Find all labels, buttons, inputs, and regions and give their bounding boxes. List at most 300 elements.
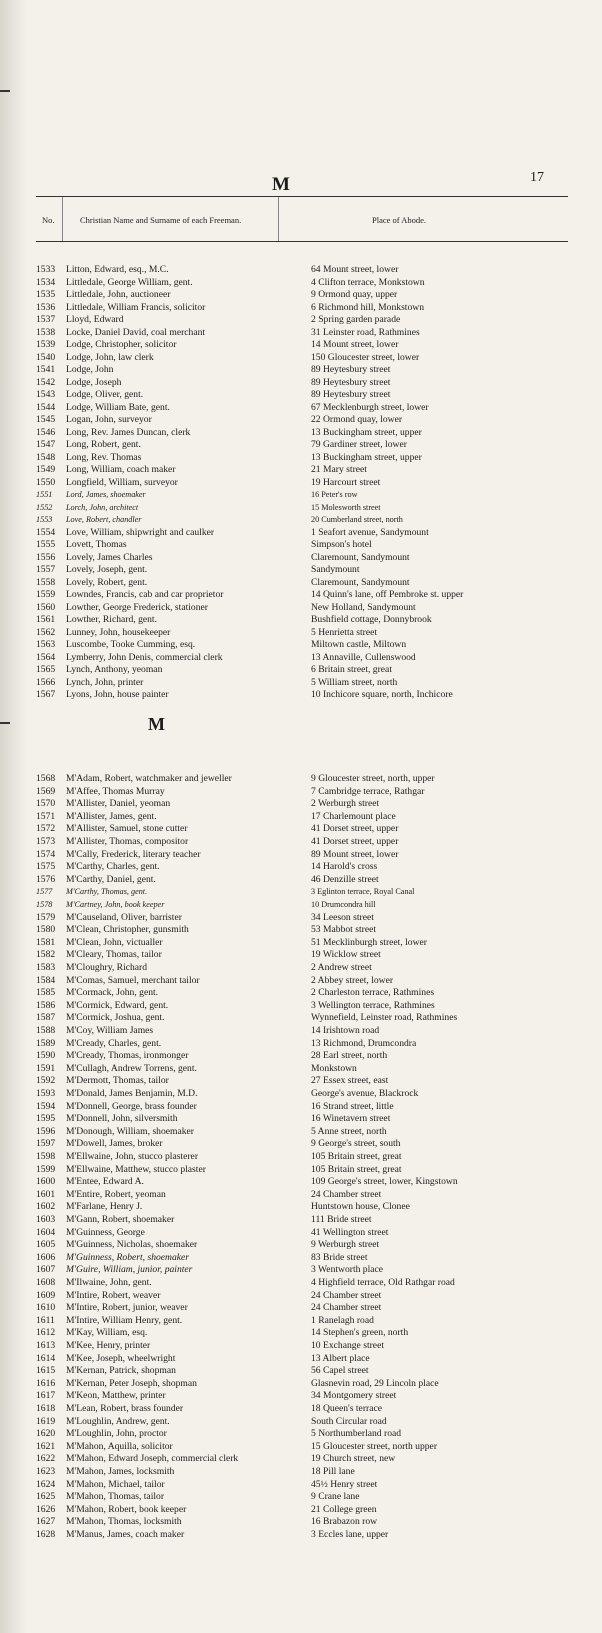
entry-abode: Simpson's hotel: [311, 539, 372, 550]
list-item: [36, 1491, 576, 1503]
entry-no: 1565: [36, 664, 56, 675]
list-item: [36, 364, 576, 376]
entry-no: 1612: [36, 1327, 56, 1339]
entry-no: 1628: [36, 1529, 56, 1540]
entry-no: 1561: [36, 614, 56, 625]
entry-abode: 2 Charleston terrace, Rathmines: [311, 987, 435, 999]
entry-abode: 150 Gloucester street, lower: [311, 351, 420, 363]
entry-name: Lowndes, Francis, cab and car proprietor: [66, 589, 224, 600]
entry-abode: 13 Buckingham street, upper: [311, 451, 422, 463]
entry-no: 1560: [36, 601, 56, 613]
entry-no: 1567: [36, 689, 56, 700]
entry-name: Love, William, shipwright and caulker: [66, 526, 215, 538]
list-item: [36, 1416, 576, 1428]
list-item: [36, 627, 576, 639]
entry-name: Lodge, William Bate, gent.: [66, 401, 170, 413]
entry-name: Lymberry, John Denis, commercial clerk: [66, 651, 223, 663]
entry-name: M'Kernan, Patrick, shopman: [66, 1365, 176, 1377]
list-item: [36, 1239, 576, 1251]
list-item: [36, 1302, 576, 1314]
list-item: [36, 527, 576, 539]
entry-name: Littledale, William Francis, solicitor: [66, 301, 206, 313]
entry-no: 1555: [36, 539, 56, 550]
entry-no: 1548: [36, 451, 56, 463]
list-item: [36, 1529, 576, 1541]
entry-no: 1617: [36, 1390, 56, 1402]
entry-no: 1625: [36, 1491, 56, 1503]
entry-name: M'Donnell, George, brass founder: [66, 1100, 197, 1112]
list-item: [36, 277, 576, 289]
entry-abode: 56 Capel street: [311, 1365, 369, 1377]
entry-no: 1619: [36, 1415, 56, 1427]
list-item: [36, 1327, 576, 1339]
list-item: [36, 414, 576, 426]
entry-abode: 16 Peter's row: [311, 490, 358, 499]
list-item: [36, 786, 576, 798]
entry-abode: 13 Annaville, Cullenswood: [311, 651, 416, 663]
entry-no: 1586: [36, 999, 56, 1011]
entry-abode: 89 Heytesbury street: [311, 376, 391, 388]
entry-no: 1607: [36, 1264, 56, 1276]
entry-abode: 19 Church street, new: [311, 1453, 396, 1465]
entry-abode: 41 Dorset street, upper: [311, 823, 399, 835]
entry-name: Lovely, Robert, gent.: [66, 576, 148, 588]
entry-abode: 21 Mary street: [311, 464, 367, 475]
entry-no: 1575: [36, 861, 56, 873]
list-item: [36, 602, 576, 614]
entry-name: Lodge, Joseph: [66, 376, 122, 388]
list-item: [36, 289, 576, 301]
entry-no: 1576: [36, 873, 56, 885]
entry-name: M'Cally, Frederick, literary teacher: [66, 848, 201, 860]
entry-no: 1618: [36, 1403, 56, 1414]
list-item: [36, 477, 576, 489]
entry-name: M'Entire, Robert, yeoman: [66, 1188, 166, 1200]
entry-abode: 5 William street, north: [311, 676, 398, 688]
entry-no: 1606: [36, 1251, 56, 1263]
entry-name: M'Cready, Charles, gent.: [66, 1037, 162, 1049]
list-item: [36, 1479, 576, 1491]
entry-abode: 34 Leeson street: [311, 911, 374, 923]
list-item: [36, 1277, 576, 1289]
entry-name: M'Ilwaine, John, gent.: [66, 1277, 152, 1288]
list-item: [36, 962, 576, 974]
list-item: [36, 614, 576, 626]
entry-abode: 16 Winetavern street: [311, 1113, 391, 1125]
entry-abode: 41 Dorset street, upper: [311, 836, 399, 847]
list-item: [36, 539, 576, 551]
entry-abode: 28 Earl street, north: [311, 1050, 388, 1062]
entry-abode: 14 Stephen's green, north: [311, 1327, 409, 1339]
entry-name: M'Carthy, Thomas, gent.: [66, 887, 148, 897]
list-item: [36, 1390, 576, 1402]
entry-abode: 15 Gloucester street, north upper: [311, 1440, 438, 1452]
entry-abode: 24 Chamber street: [311, 1188, 382, 1200]
entry-abode: 64 Mount street, lower: [311, 264, 399, 275]
entry-name: Lowther, George Frederick, stationer: [66, 601, 208, 613]
list-item: [36, 327, 576, 339]
list-item: [36, 1101, 576, 1113]
list-item: [36, 464, 576, 476]
list-item: [36, 798, 576, 810]
entry-abode: 34 Montgomery street: [311, 1390, 397, 1402]
entry-abode: 9 Ormond quay, upper: [311, 289, 398, 300]
list-item: [36, 1126, 576, 1138]
entry-no: 1594: [36, 1100, 56, 1112]
entry-abode: 5 Henrietta street: [311, 626, 378, 638]
entry-abode: 3 Wellington terrace, Rathmines: [311, 999, 435, 1011]
entry-no: 1578: [36, 900, 53, 909]
entry-name: M'Guinness, Nicholas, shoemaker: [66, 1239, 198, 1251]
entry-abode: 17 Charlemount place: [311, 810, 396, 822]
list-item: [36, 1441, 576, 1453]
entry-name: Luscombe, Tooke Cumming, esq.: [66, 639, 196, 650]
page-number: 17: [530, 170, 544, 185]
entry-name: Littledale, John, auctioneer: [66, 289, 171, 300]
entry-no: 1613: [36, 1340, 56, 1351]
list-item: [36, 314, 576, 326]
entry-no: 1598: [36, 1151, 56, 1162]
list-item: [36, 402, 576, 414]
list-item: [36, 874, 576, 886]
entry-name: Lodge, John: [66, 364, 114, 375]
entry-name: Locke, Daniel David, coal merchant: [66, 326, 206, 338]
entry-no: 1541: [36, 364, 56, 375]
list-item: [36, 1264, 576, 1276]
entry-abode: 46 Denzille street: [311, 873, 379, 885]
list-item: [36, 886, 576, 898]
section-letter: M: [148, 714, 165, 734]
entry-abode: Claremount, Sandymount: [311, 576, 410, 588]
entry-name: M'Clean, Christopher, gunsmith: [66, 924, 189, 936]
list-item: [36, 1038, 576, 1050]
entry-no: 1601: [36, 1188, 56, 1200]
entry-abode: 20 Cumberland street, north: [311, 515, 403, 524]
entry-no: 1546: [36, 426, 56, 438]
entry-name: M'Cleary, Thomas, tailor: [66, 949, 162, 961]
entry-abode: 19 Harcourt street: [311, 476, 381, 488]
entry-name: Lloyd, Edward: [66, 314, 124, 325]
entry-no: 1589: [36, 1037, 56, 1049]
entry-abode: 5 Northumberland road: [311, 1428, 402, 1440]
entry-abode: 83 Bride street: [311, 1251, 368, 1263]
entry-no: 1550: [36, 476, 56, 488]
entry-no: 1577: [36, 887, 53, 897]
entry-name: M'Manus, James, coach maker: [66, 1529, 185, 1540]
entry-name: Lyons, John, house painter: [66, 689, 169, 700]
entry-abode: 6 Britain street, great: [311, 664, 392, 675]
entry-no: 1557: [36, 564, 56, 575]
list-item: [36, 924, 576, 936]
list-item: [36, 589, 576, 601]
entry-name: M'Intire, Robert, junior, weaver: [66, 1302, 188, 1314]
list-item: [36, 489, 576, 501]
entry-abode: 89 Heytesbury street: [311, 364, 391, 375]
entry-name: Lynch, Anthony, yeoman: [66, 664, 163, 675]
entry-no: 1572: [36, 823, 56, 835]
list-item: [36, 836, 576, 848]
entry-abode: 16 Brabazon row: [311, 1516, 378, 1528]
entry-abode: 6 Richmond hill, Monkstown: [311, 301, 424, 313]
entry-no: 1579: [36, 911, 56, 923]
entry-name: M'Intire, Robert, weaver: [66, 1289, 161, 1301]
entry-no: 1615: [36, 1365, 56, 1377]
list-item: [36, 1516, 576, 1528]
entry-no: 1588: [36, 1025, 56, 1036]
entry-name: Lovely, Joseph, gent.: [66, 564, 148, 575]
entry-name: Long, Rev. Thomas: [66, 451, 142, 463]
list-item: [36, 1164, 576, 1176]
entry-no: 1602: [36, 1201, 56, 1213]
entry-name: M'Allister, Daniel, yeoman: [66, 798, 171, 810]
list-item: [36, 452, 576, 464]
entry-name: Littledale, George William, gent.: [66, 276, 193, 288]
list-item: [36, 899, 576, 911]
entry-abode: 21 College green: [311, 1503, 377, 1515]
list-item: [36, 1315, 576, 1327]
entry-abode: 109 George's street, lower, Kingstown: [311, 1176, 458, 1188]
entry-abode: 1 Seafort avenue, Sandymount: [311, 526, 429, 538]
entry-name: M'Cloughry, Richard: [66, 962, 148, 973]
list-item: [36, 823, 576, 835]
list-item: [36, 1025, 576, 1037]
entry-abode: 51 Mecklinburgh street, lower: [311, 936, 427, 948]
list-item: [36, 1176, 576, 1188]
entry-name: M'Allister, Thomas, compositor: [66, 836, 189, 847]
list-item: [36, 1428, 576, 1440]
page-edge-shadow: [0, 0, 28, 1633]
list-item: [36, 352, 576, 364]
entry-name: M'Dowell, James, broker: [66, 1138, 163, 1150]
entry-no: 1609: [36, 1289, 56, 1301]
entry-name: Lynch, John, printer: [66, 676, 144, 688]
list-item: [36, 1075, 576, 1087]
entry-abode: 5 Anne street, north: [311, 1125, 387, 1137]
entry-name: M'Mahon, Michael, tailor: [66, 1478, 165, 1490]
entry-name: Lodge, Christopher, solicitor: [66, 339, 177, 350]
entry-abode: Sandymount: [311, 564, 360, 575]
entry-abode: 16 Strand street, little: [311, 1100, 394, 1112]
entry-abode: 4 Highfield terrace, Old Rathgar road: [311, 1277, 455, 1288]
entry-no: 1547: [36, 439, 56, 450]
entry-name: M'Cready, Thomas, ironmonger: [66, 1050, 189, 1062]
entry-abode: 9 Crane lane: [311, 1491, 360, 1503]
entry-no: 1556: [36, 551, 56, 563]
entry-no: 1574: [36, 848, 56, 860]
column-header: [36, 196, 568, 242]
entry-no: 1551: [36, 490, 53, 499]
entry-no: 1610: [36, 1302, 56, 1314]
entry-no: 1622: [36, 1453, 56, 1465]
entry-no: 1596: [36, 1125, 56, 1137]
entry-no: 1581: [36, 936, 56, 948]
entry-no: 1605: [36, 1239, 56, 1251]
entry-no: 1620: [36, 1428, 56, 1440]
entry-name: M'Affee, Thomas Murray: [66, 785, 165, 797]
entry-name: M'Keon, Matthew, printer: [66, 1390, 166, 1402]
list-item: [36, 502, 576, 514]
entry-name: M'Mahon, Thomas, locksmith: [66, 1516, 182, 1528]
list-item: [36, 302, 576, 314]
margin-mark: [0, 90, 10, 92]
list-item: [36, 949, 576, 961]
entry-abode: 105 Britain street, great: [311, 1151, 402, 1162]
entry-no: 1583: [36, 962, 56, 973]
column-divider: [62, 197, 63, 241]
entry-name: M'Loughlin, Andrew, gent.: [66, 1415, 170, 1427]
entry-name: Lowther, Richard, gent.: [66, 614, 157, 625]
entry-no: 1571: [36, 810, 56, 822]
entry-no: 1540: [36, 351, 56, 363]
list-item: [36, 1050, 576, 1062]
entry-no: 1549: [36, 464, 56, 475]
entry-abode: 89 Mount street, lower: [311, 848, 399, 860]
list-item: [36, 1113, 576, 1125]
list-item: [36, 1252, 576, 1264]
entry-abode: 79 Gardiner street, lower: [311, 439, 407, 450]
entry-abode: 15 Molesworth street: [311, 502, 381, 512]
entry-name: M'Mahon, Thomas, tailor: [66, 1491, 165, 1503]
entry-abode: 3 Eccles lane, upper: [311, 1529, 389, 1540]
entry-abode: 31 Leinster road, Rathmines: [311, 326, 420, 338]
list-item: [36, 1214, 576, 1226]
entry-name: Litton, Edward, esq., M.C.: [66, 264, 169, 275]
entry-abode: 27 Essex street, east: [311, 1075, 389, 1087]
entry-no: 1584: [36, 974, 56, 986]
entry-name: Long, William, coach maker: [66, 464, 176, 475]
entry-abode: 9 George's street, south: [311, 1138, 401, 1150]
entry-abode: Glasnevin road, 29 Lincoln place: [311, 1377, 439, 1389]
entry-abode: Huntstown house, Clonee: [311, 1201, 410, 1213]
entry-abode: South Circular road: [311, 1415, 387, 1427]
entry-name: Lord, James, shoemaker: [66, 490, 146, 499]
entry-name: M'Comas, Samuel, merchant tailor: [66, 974, 200, 986]
entry-abode: 3 Eglinton terrace, Royal Canal: [311, 887, 415, 897]
list-item: [36, 811, 576, 823]
entry-name: M'Loughlin, John, proctor: [66, 1428, 167, 1440]
entry-abode: 53 Mabbot street: [311, 924, 377, 936]
entry-name: Logan, John, surveyor: [66, 414, 152, 425]
entry-name: M'Donald, James Benjamin, M.D.: [66, 1088, 198, 1099]
entry-name: M'Lean, Robert, brass founder: [66, 1403, 184, 1414]
entry-abode: 10 Exchange street: [311, 1340, 384, 1351]
entry-no: 1542: [36, 376, 56, 388]
entry-abode: Claremount, Sandymount: [311, 551, 410, 563]
entry-no: 1544: [36, 401, 56, 413]
entry-no: 1623: [36, 1466, 56, 1477]
list-item: [36, 577, 576, 589]
entry-name: M'Kernan, Peter Joseph, shopman: [66, 1377, 197, 1389]
margin-mark: [0, 722, 10, 724]
list-item: [36, 664, 576, 676]
entry-no: 1600: [36, 1176, 56, 1188]
entry-abode: Miltown castle, Miltown: [311, 639, 407, 650]
entry-name: M'Cormick, Joshua, gent.: [66, 1012, 165, 1024]
entry-abode: 10 Inchicore square, north, Inchicore: [311, 689, 453, 700]
list-item: [36, 339, 576, 351]
list-item: [36, 1353, 576, 1365]
list-item: [36, 1063, 576, 1075]
entry-name: M'Donough, William, shoemaker: [66, 1125, 194, 1137]
entry-abode: 14 Quinn's lane, off Pembroke st. upper: [311, 589, 464, 600]
entry-name: Lunney, John, housekeeper: [66, 626, 171, 638]
entry-no: 1614: [36, 1352, 56, 1364]
entry-abode: 13 Richmond, Drumcondra: [311, 1037, 417, 1049]
entry-no: 1552: [36, 502, 53, 512]
entry-no: 1559: [36, 589, 56, 600]
entry-name: Lovett, Thomas: [66, 539, 127, 550]
list-item: [36, 861, 576, 873]
entry-name: M'Guire, William, junior, painter: [66, 1264, 193, 1276]
list-item: [36, 1453, 576, 1465]
entry-name: M'Guinness, George: [66, 1226, 145, 1238]
list-item: [36, 639, 576, 651]
entry-no: 1534: [36, 276, 56, 288]
entry-no: 1535: [36, 289, 56, 300]
entry-no: 1553: [36, 515, 53, 524]
entry-no: 1603: [36, 1214, 56, 1225]
list-item: [36, 1000, 576, 1012]
entry-no: 1587: [36, 1012, 56, 1024]
entry-abode: George's avenue, Blackrock: [311, 1088, 419, 1099]
entry-name: M'Causeland, Oliver, barrister: [66, 911, 182, 923]
entry-name: Long, Robert, gent.: [66, 439, 141, 450]
column-abode: Place of Abode.: [372, 215, 427, 225]
entry-abode: 2 Spring garden parade: [311, 314, 401, 325]
entry-abode: 67 Mecklenburgh street, lower: [311, 401, 429, 413]
entry-no: 1608: [36, 1277, 56, 1288]
entry-abode: 14 Mount street, lower: [311, 339, 399, 350]
entry-name: M'Kay, William, esq.: [66, 1327, 148, 1339]
entry-no: 1592: [36, 1075, 56, 1087]
entry-abode: 14 Irishtown road: [311, 1025, 380, 1036]
entry-name: Lodge, John, law clerk: [66, 351, 154, 363]
list-item: [36, 264, 576, 276]
entry-no: 1538: [36, 326, 56, 338]
entry-abode: 89 Heytesbury street: [311, 389, 391, 400]
entry-no: 1570: [36, 798, 56, 810]
entry-no: 1537: [36, 314, 56, 325]
entry-no: 1626: [36, 1503, 56, 1515]
entry-name: M'Carthy, Daniel, gent.: [66, 873, 156, 885]
entry-no: 1533: [36, 264, 56, 275]
list-item: [36, 1138, 576, 1150]
entry-abode: 18 Queen's terrace: [311, 1403, 382, 1414]
entry-no: 1627: [36, 1516, 56, 1528]
list-item: [36, 1151, 576, 1163]
entry-no: 1536: [36, 301, 56, 313]
column-name: Christian Name and Surname of each Freeman.: [80, 215, 242, 225]
entry-no: 1562: [36, 626, 56, 638]
entry-name: M'Carthy, Charles, gent.: [66, 861, 160, 873]
entry-name: M'Allister, James, gent.: [66, 810, 157, 822]
entry-no: 1539: [36, 339, 56, 350]
entry-no: 1593: [36, 1088, 56, 1099]
list-item: [36, 1378, 576, 1390]
entry-abode: 2 Andrew street: [311, 962, 372, 973]
entry-abode: 9 Werburgh street: [311, 1239, 380, 1251]
entry-name: M'Guinness, Robert, shoemaker: [66, 1251, 190, 1263]
column-divider: [278, 197, 279, 241]
entry-abode: 24 Chamber street: [311, 1289, 382, 1301]
entry-name: M'Gann, Robert, shoemaker: [66, 1214, 175, 1225]
entry-abode: 22 Ormond quay, lower: [311, 414, 403, 425]
entry-name: M'Ellwaine, John, stucco plasterer: [66, 1151, 199, 1162]
column-no: No.: [42, 215, 55, 225]
entry-name: M'Kee, Henry, printer: [66, 1340, 151, 1351]
entry-abode: 3 Wentworth place: [311, 1264, 384, 1276]
entry-no: 1595: [36, 1113, 56, 1125]
